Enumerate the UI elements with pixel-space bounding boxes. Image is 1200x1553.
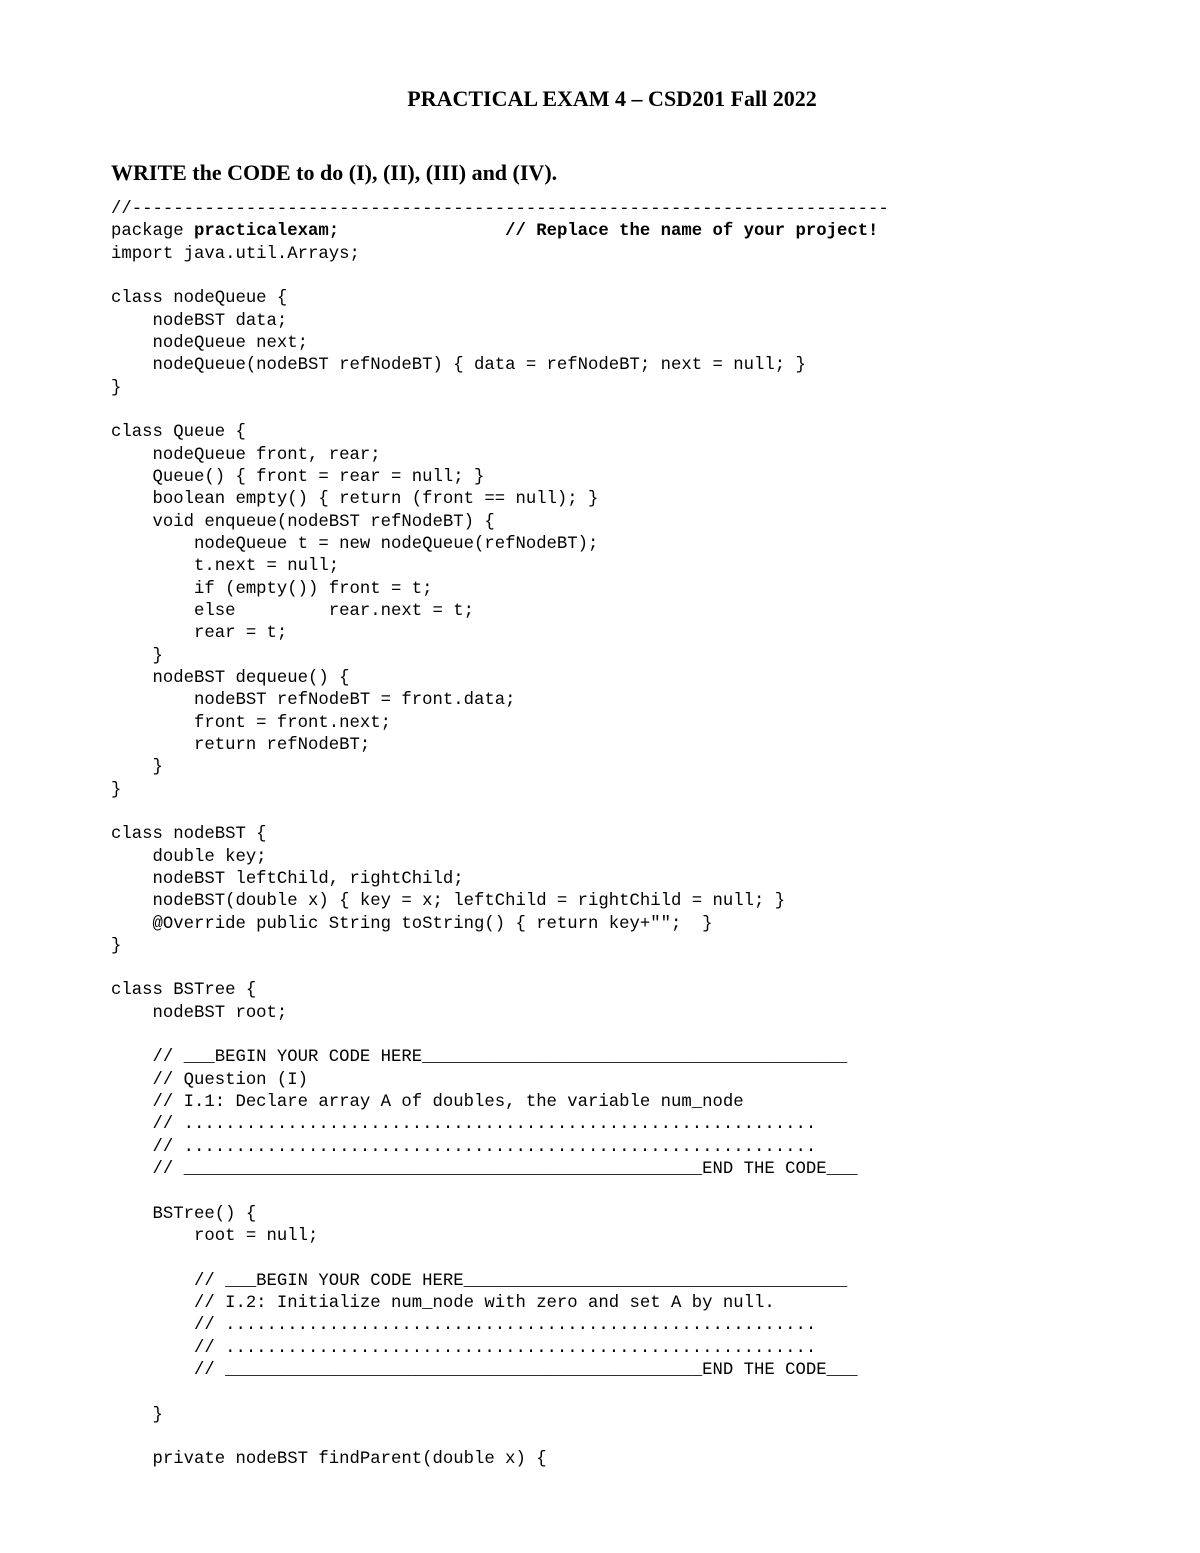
code-segment: @Override public String toString() { return key+""; } (111, 914, 713, 934)
code-segment-bold: // Replace the name of your project! (505, 222, 879, 242)
code-segment: class nodeQueue { (111, 289, 288, 309)
code-segment: // ............................................................. (111, 1137, 817, 1157)
code-line (111, 400, 1171, 422)
code-line (111, 1025, 1171, 1047)
code-segment: void enqueue(nodeBST refNodeBT) { (111, 512, 495, 532)
code-segment: } (111, 780, 122, 800)
code-line (111, 802, 1171, 824)
code-line (111, 1449, 1171, 1471)
code-line (111, 378, 1171, 400)
code-segment: import java.util.Arrays; (111, 244, 360, 264)
code-line (111, 980, 1171, 1002)
code-segment: } (111, 936, 122, 956)
code-line (111, 311, 1171, 333)
code-line (111, 601, 1171, 623)
code-line (111, 1226, 1171, 1248)
code-segment: nodeQueue front, rear; (111, 445, 381, 465)
code-segment-bold: practicalexam; (193, 222, 340, 242)
code-line (111, 221, 1171, 243)
code-line (111, 1137, 1171, 1159)
code-segment: else rear.next = t; (111, 601, 474, 621)
code-line (111, 355, 1171, 377)
code-segment: nodeQueue(nodeBST refNodeBT) { data = refNodeBT; next = null; } (111, 356, 806, 376)
code-line (111, 1338, 1171, 1360)
code-line (111, 646, 1171, 668)
code-segment: class BSTree { (111, 981, 257, 1001)
code-segment: private nodeBST findParent(double x) { (111, 1450, 547, 1470)
code-line (111, 914, 1171, 936)
code-line (111, 847, 1171, 869)
code-segment: boolean empty() { return (front == null); } (111, 490, 599, 510)
code-segment: nodeQueue next; (111, 333, 309, 353)
code-line (111, 869, 1171, 891)
code-line (111, 1159, 1171, 1181)
code-line (111, 244, 1171, 266)
code-segment: nodeBST dequeue() { (111, 668, 350, 688)
code-segment: rear = t; (111, 624, 288, 644)
code-segment: // ___BEGIN YOUR CODE HERE_________________________________________ (111, 1048, 848, 1068)
code-segment: double key; (111, 847, 267, 867)
code-line (111, 757, 1171, 779)
code-line (111, 824, 1171, 846)
code-line (111, 713, 1171, 735)
code-segment: if (empty()) front = t; (111, 579, 433, 599)
code-line (111, 668, 1171, 690)
code-line (111, 891, 1171, 913)
code-segment: // __________________________________________________END THE CODE___ (111, 1160, 858, 1180)
code-segment: nodeBST leftChild, rightChild; (111, 869, 464, 889)
code-segment: // ______________________________________________END THE CODE___ (111, 1361, 858, 1381)
code-line (111, 534, 1171, 556)
code-line (111, 1315, 1171, 1337)
code-line (111, 936, 1171, 958)
code-line (111, 1360, 1171, 1382)
code-line (111, 288, 1171, 310)
code-line (111, 1204, 1171, 1226)
code-line (111, 690, 1171, 712)
code-line (111, 1181, 1171, 1203)
code-segment: // I.1: Declare array A of doubles, the variable num_node (111, 1093, 744, 1113)
code-segment: Queue() { front = rear = null; } (111, 467, 485, 487)
code-line (111, 266, 1171, 288)
code-line (111, 1382, 1171, 1404)
code-segment (339, 222, 505, 241)
code-line (111, 1070, 1171, 1092)
code-segment: // ......................................................... (111, 1316, 817, 1336)
code-segment: nodeBST refNodeBT = front.data; (111, 691, 516, 711)
code-segment: nodeBST(double x) { key = x; leftChild = rightChild = null; } (111, 892, 786, 912)
code-line (111, 1047, 1171, 1069)
code-segment: // ............................................................. (111, 1115, 817, 1135)
code-line (111, 489, 1171, 511)
code-line (111, 333, 1171, 355)
code-line (111, 1293, 1171, 1315)
code-line (111, 199, 1171, 221)
code-segment: } (111, 646, 163, 666)
code-segment: //------------------------------------------------------------------------- (111, 200, 889, 219)
code-segment: t.next = null; (111, 557, 340, 577)
code-line (111, 1114, 1171, 1136)
code-segment: class Queue { (111, 423, 246, 443)
code-line (111, 579, 1171, 601)
code-line (111, 1405, 1171, 1427)
code-line (111, 1248, 1171, 1270)
code-line (111, 1271, 1171, 1293)
code-segment: nodeQueue t = new nodeQueue(refNodeBT); (111, 534, 599, 554)
code-segment: } (111, 758, 163, 778)
code-line (111, 556, 1171, 578)
code-segment: // Question (I) (111, 1070, 309, 1090)
code-segment: // I.2: Initialize num_node with zero and set A by null. (111, 1294, 775, 1314)
code-segment: nodeBST data; (111, 311, 288, 331)
code-segment: class nodeBST { (111, 825, 267, 845)
code-line (111, 1003, 1171, 1025)
code-line (111, 512, 1171, 534)
code-segment: // ___BEGIN YOUR CODE HERE_____________________________________ (111, 1271, 848, 1291)
code-line (111, 422, 1171, 444)
code-line (111, 467, 1171, 489)
code-line (111, 780, 1171, 802)
code-line (111, 958, 1171, 980)
code-line (111, 735, 1171, 757)
code-segment: } (111, 1405, 163, 1425)
instruction-text: WRITE the CODE to do (I), (II), (III) and (IV). (111, 160, 558, 185)
code-line (111, 445, 1171, 467)
code-listing (111, 199, 1171, 1472)
code-segment: nodeBST root; (111, 1003, 288, 1023)
code-line (111, 1092, 1171, 1114)
code-segment: return refNodeBT; (111, 735, 371, 755)
code-segment: root = null; (111, 1227, 319, 1247)
code-segment: front = front.next; (111, 713, 392, 733)
page-title: PRACTICAL EXAM 4 – CSD201 Fall 2022 (407, 86, 817, 111)
code-line (111, 1427, 1171, 1449)
code-segment: } (111, 378, 122, 398)
code-line (111, 623, 1171, 645)
code-segment: // ......................................................... (111, 1338, 817, 1358)
code-segment: BSTree() { (111, 1204, 257, 1224)
code-segment: package (111, 222, 194, 242)
